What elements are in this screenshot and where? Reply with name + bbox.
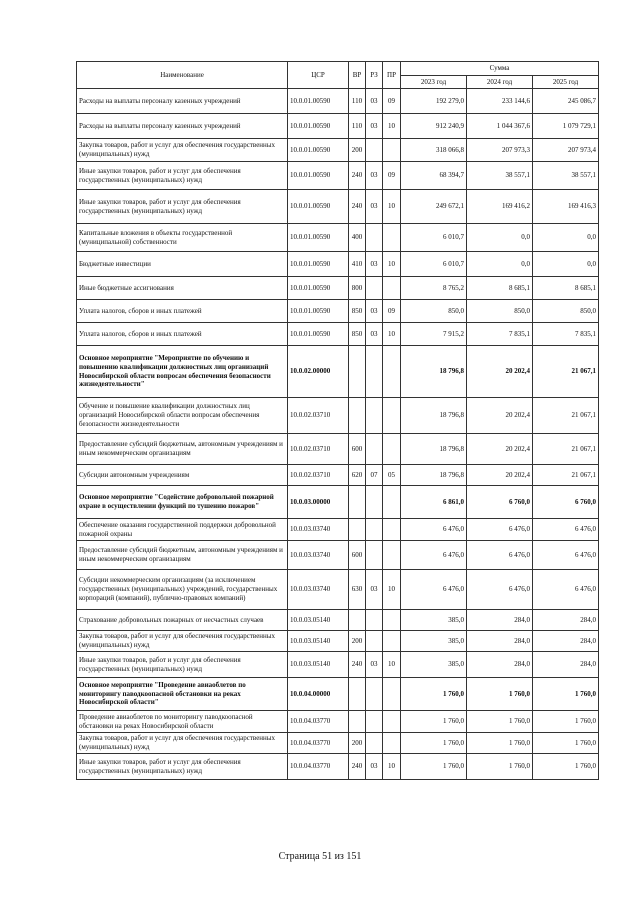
table-row <box>77 754 599 780</box>
row-csr: 10.0.02.03710 <box>288 398 349 434</box>
row-name: Иные закупки товаров, работ и услуг для обеспечения государственных (муниципальных) нужд <box>77 754 288 780</box>
table-row <box>77 89 599 114</box>
row-pr: 10 <box>383 190 401 224</box>
row-vr: 240 <box>349 162 366 190</box>
row-csr: 10.0.01.00590 <box>288 89 349 114</box>
row-sum-2025: 1 760,0 <box>533 711 599 733</box>
row-sum-2025: 1 760,0 <box>533 733 599 754</box>
row-csr: 10.0.01.00590 <box>288 300 349 323</box>
row-rz <box>366 346 383 398</box>
row-sum-2024: 284,0 <box>467 652 533 678</box>
row-name: Иные закупки товаров, работ и услуг для обеспечения государственных (муниципальных) нужд <box>77 162 288 190</box>
row-pr <box>383 733 401 754</box>
row-name: Иные закупки товаров, работ и услуг для обеспечения государственных (муниципальных) нужд <box>77 190 288 224</box>
row-sum-2023: 18 796,8 <box>401 346 467 398</box>
row-sum-2023: 850,0 <box>401 300 467 323</box>
row-rz: 03 <box>366 190 383 224</box>
header-pr: ПР <box>383 62 401 89</box>
table-row <box>77 631 599 652</box>
table-row <box>77 346 599 398</box>
row-rz <box>366 733 383 754</box>
row-sum-2025: 21 067,1 <box>533 465 599 486</box>
row-rz: 03 <box>366 89 383 114</box>
row-sum-2023: 7 915,2 <box>401 323 467 346</box>
row-csr: 10.0.01.00590 <box>288 224 349 252</box>
row-vr <box>349 610 366 631</box>
row-sum-2024: 6 760,0 <box>467 486 533 519</box>
row-vr: 630 <box>349 570 366 610</box>
row-sum-2025: 284,0 <box>533 610 599 631</box>
row-vr <box>349 678 366 711</box>
row-sum-2023: 249 672,1 <box>401 190 467 224</box>
row-vr: 110 <box>349 89 366 114</box>
row-csr: 10.0.03.05140 <box>288 652 349 678</box>
header-rz: РЗ <box>366 62 383 89</box>
row-name: Обучение и повышение квалификации должностных лиц организаций Новосибирской области вопросам обеспечения безопасности жизнедеятельности <box>77 398 288 434</box>
row-pr <box>383 678 401 711</box>
row-pr: 10 <box>383 570 401 610</box>
row-rz <box>366 277 383 300</box>
row-rz <box>366 486 383 519</box>
row-sum-2023: 1 760,0 <box>401 754 467 780</box>
row-sum-2025: 284,0 <box>533 631 599 652</box>
row-csr: 10.0.04.00000 <box>288 678 349 711</box>
row-sum-2023: 385,0 <box>401 652 467 678</box>
row-name: Предоставление субсидий бюджетным, автономным учреждениям и иным некоммерческим организациям <box>77 434 288 465</box>
row-csr: 10.0.01.00590 <box>288 190 349 224</box>
table-row <box>77 486 599 519</box>
row-rz: 03 <box>366 162 383 190</box>
table-row <box>77 114 599 139</box>
row-pr: 10 <box>383 114 401 139</box>
row-vr: 240 <box>349 652 366 678</box>
row-sum-2024: 6 476,0 <box>467 519 533 541</box>
row-sum-2025: 6 476,0 <box>533 519 599 541</box>
row-rz <box>366 519 383 541</box>
row-csr: 10.0.03.03740 <box>288 519 349 541</box>
row-name: Закупка товаров, работ и услуг для обеспечения государственных (муниципальных) нужд <box>77 733 288 754</box>
row-rz: 07 <box>366 465 383 486</box>
row-sum-2025: 0,0 <box>533 252 599 277</box>
row-sum-2024: 233 144,6 <box>467 89 533 114</box>
row-vr <box>349 486 366 519</box>
table-row <box>77 570 599 610</box>
row-csr: 10.0.01.00590 <box>288 162 349 190</box>
row-name: Иные закупки товаров, работ и услуг для обеспечения государственных (муниципальных) нужд <box>77 652 288 678</box>
row-name: Основное мероприятие "Проведение авиаоблетов по мониторингу паводкоопасной обстановки на реках Новосибирской области" <box>77 678 288 711</box>
row-rz <box>366 224 383 252</box>
header-year-2025: 2025 год <box>533 76 599 89</box>
row-csr: 10.0.03.05140 <box>288 631 349 652</box>
row-sum-2024: 207 973,3 <box>467 139 533 162</box>
table-row <box>77 541 599 570</box>
row-sum-2024: 20 202,4 <box>467 465 533 486</box>
row-name: Основное мероприятие "Мероприятие по обучению и повышению квалификации должностных лиц организаций Новосибирской области вопросам обеспечения безопасности жизнедеятельности" <box>77 346 288 398</box>
row-pr <box>383 434 401 465</box>
row-sum-2023: 912 240,9 <box>401 114 467 139</box>
row-rz: 03 <box>366 570 383 610</box>
table-row <box>77 224 599 252</box>
row-sum-2025: 245 086,7 <box>533 89 599 114</box>
row-sum-2025: 38 557,1 <box>533 162 599 190</box>
table-row <box>77 139 599 162</box>
row-pr <box>383 486 401 519</box>
row-sum-2024: 6 476,0 <box>467 541 533 570</box>
header-csr: ЦСР <box>288 62 349 89</box>
row-sum-2023: 1 760,0 <box>401 733 467 754</box>
row-csr: 10.0.03.05140 <box>288 610 349 631</box>
row-sum-2024: 20 202,4 <box>467 346 533 398</box>
table-row <box>77 252 599 277</box>
budget-table <box>76 61 599 780</box>
table-row <box>77 300 599 323</box>
row-name: Капитальные вложения в объекты государственной (муниципальной) собственности <box>77 224 288 252</box>
table-row <box>77 398 599 434</box>
row-sum-2024: 20 202,4 <box>467 434 533 465</box>
row-name: Субсидии некоммерческим организациям (за исключением государственных (муниципальных) учреждений, государственных корпораций (компаний), публично-правовых компаний) <box>77 570 288 610</box>
row-sum-2023: 6 861,0 <box>401 486 467 519</box>
row-sum-2023: 6 476,0 <box>401 519 467 541</box>
row-sum-2023: 68 394,7 <box>401 162 467 190</box>
row-pr: 10 <box>383 323 401 346</box>
row-sum-2023: 6 010,7 <box>401 224 467 252</box>
table-row <box>77 323 599 346</box>
row-sum-2023: 385,0 <box>401 631 467 652</box>
row-sum-2025: 0,0 <box>533 224 599 252</box>
row-sum-2024: 8 685,1 <box>467 277 533 300</box>
row-sum-2025: 1 079 729,1 <box>533 114 599 139</box>
row-name: Бюджетные инвестиции <box>77 252 288 277</box>
row-vr <box>349 346 366 398</box>
row-sum-2025: 7 835,1 <box>533 323 599 346</box>
row-sum-2023: 6 010,7 <box>401 252 467 277</box>
row-sum-2023: 6 476,0 <box>401 570 467 610</box>
row-rz: 03 <box>366 323 383 346</box>
row-pr: 09 <box>383 162 401 190</box>
row-sum-2024: 169 416,2 <box>467 190 533 224</box>
table-row <box>77 277 599 300</box>
row-pr <box>383 711 401 733</box>
row-pr: 09 <box>383 89 401 114</box>
row-sum-2025: 6 760,0 <box>533 486 599 519</box>
row-rz <box>366 434 383 465</box>
row-pr <box>383 610 401 631</box>
row-sum-2025: 1 760,0 <box>533 754 599 780</box>
row-sum-2024: 1 760,0 <box>467 711 533 733</box>
header-name: Наименование <box>77 62 288 89</box>
row-csr: 10.0.01.00590 <box>288 252 349 277</box>
row-sum-2024: 0,0 <box>467 224 533 252</box>
row-vr: 200 <box>349 139 366 162</box>
row-sum-2023: 6 476,0 <box>401 541 467 570</box>
row-sum-2023: 18 796,8 <box>401 434 467 465</box>
row-csr: 10.0.01.00590 <box>288 277 349 300</box>
row-rz <box>366 139 383 162</box>
row-csr: 10.0.04.03770 <box>288 754 349 780</box>
row-pr: 10 <box>383 754 401 780</box>
row-vr: 240 <box>349 190 366 224</box>
row-sum-2024: 284,0 <box>467 631 533 652</box>
row-pr <box>383 631 401 652</box>
row-name: Проведение авиаоблетов по мониторингу паводкоопасной обстановки на реках Новосибирской области <box>77 711 288 733</box>
row-vr: 850 <box>349 300 366 323</box>
row-sum-2023: 1 760,0 <box>401 711 467 733</box>
row-pr: 09 <box>383 300 401 323</box>
row-name: Уплата налогов, сборов и иных платежей <box>77 323 288 346</box>
row-name: Закупка товаров, работ и услуг для обеспечения государственных (муниципальных) нужд <box>77 631 288 652</box>
row-csr: 10.0.04.03770 <box>288 733 349 754</box>
row-sum-2025: 8 685,1 <box>533 277 599 300</box>
row-rz <box>366 610 383 631</box>
row-sum-2024: 1 760,0 <box>467 754 533 780</box>
row-sum-2024: 1 044 367,6 <box>467 114 533 139</box>
table-row <box>77 610 599 631</box>
row-name: Страхование добровольных пожарных от несчастных случаев <box>77 610 288 631</box>
row-name: Основное мероприятие "Содействие добровольной пожарной охране в осуществлении функций по тушению пожаров" <box>77 486 288 519</box>
header-sum: Сумма <box>401 62 599 76</box>
page-number: Страница 51 из 151 <box>278 851 362 862</box>
row-sum-2025: 6 476,0 <box>533 570 599 610</box>
row-csr: 10.0.02.03710 <box>288 465 349 486</box>
table-row <box>77 465 599 486</box>
row-rz: 03 <box>366 252 383 277</box>
row-vr: 110 <box>349 114 366 139</box>
table-row <box>77 162 599 190</box>
row-name: Иные бюджетные ассигнования <box>77 277 288 300</box>
row-sum-2025: 21 067,1 <box>533 346 599 398</box>
row-sum-2025: 21 067,1 <box>533 434 599 465</box>
row-sum-2024: 0,0 <box>467 252 533 277</box>
row-pr <box>383 398 401 434</box>
row-pr <box>383 139 401 162</box>
row-name: Субсидии автономным учреждениям <box>77 465 288 486</box>
row-sum-2024: 850,0 <box>467 300 533 323</box>
row-vr: 200 <box>349 733 366 754</box>
row-csr: 10.0.02.00000 <box>288 346 349 398</box>
row-pr: 10 <box>383 652 401 678</box>
row-csr: 10.0.01.00590 <box>288 323 349 346</box>
row-rz <box>366 711 383 733</box>
row-vr: 600 <box>349 434 366 465</box>
table-row <box>77 678 599 711</box>
row-csr: 10.0.02.03710 <box>288 434 349 465</box>
row-vr: 800 <box>349 277 366 300</box>
row-vr: 620 <box>349 465 366 486</box>
row-sum-2024: 38 557,1 <box>467 162 533 190</box>
row-pr <box>383 346 401 398</box>
row-rz: 03 <box>366 114 383 139</box>
row-name: Расходы на выплаты персоналу казенных учреждений <box>77 89 288 114</box>
table-row <box>77 519 599 541</box>
table-row <box>77 652 599 678</box>
row-csr: 10.0.03.03740 <box>288 570 349 610</box>
row-pr <box>383 519 401 541</box>
row-name: Уплата налогов, сборов и иных платежей <box>77 300 288 323</box>
row-sum-2024: 284,0 <box>467 610 533 631</box>
header-year-2024: 2024 год <box>467 76 533 89</box>
row-vr: 850 <box>349 323 366 346</box>
row-sum-2024: 20 202,4 <box>467 398 533 434</box>
row-sum-2023: 318 066,8 <box>401 139 467 162</box>
table-row <box>77 190 599 224</box>
row-sum-2023: 18 796,8 <box>401 465 467 486</box>
header-year-2023: 2023 год <box>401 76 467 89</box>
row-rz <box>366 631 383 652</box>
row-sum-2025: 850,0 <box>533 300 599 323</box>
row-vr: 400 <box>349 224 366 252</box>
row-pr <box>383 541 401 570</box>
row-csr: 10.0.01.00590 <box>288 139 349 162</box>
row-sum-2024: 7 835,1 <box>467 323 533 346</box>
row-csr: 10.0.03.00000 <box>288 486 349 519</box>
row-pr <box>383 224 401 252</box>
row-rz: 03 <box>366 300 383 323</box>
row-sum-2025: 21 067,1 <box>533 398 599 434</box>
row-vr: 410 <box>349 252 366 277</box>
row-vr <box>349 711 366 733</box>
row-sum-2023: 18 796,8 <box>401 398 467 434</box>
row-vr: 600 <box>349 541 366 570</box>
row-name: Закупка товаров, работ и услуг для обеспечения государственных (муниципальных) нужд <box>77 139 288 162</box>
row-sum-2025: 6 476,0 <box>533 541 599 570</box>
row-pr: 05 <box>383 465 401 486</box>
row-sum-2023: 192 279,0 <box>401 89 467 114</box>
row-sum-2024: 1 760,0 <box>467 678 533 711</box>
table-row <box>77 733 599 754</box>
table-row <box>77 711 599 733</box>
row-csr: 10.0.01.00590 <box>288 114 349 139</box>
row-rz: 03 <box>366 652 383 678</box>
row-sum-2023: 385,0 <box>401 610 467 631</box>
row-sum-2023: 1 760,0 <box>401 678 467 711</box>
header-vr: ВР <box>349 62 366 89</box>
row-vr: 240 <box>349 754 366 780</box>
row-pr <box>383 277 401 300</box>
row-name: Предоставление субсидий бюджетным, автономным учреждениям и иным некоммерческим организациям <box>77 541 288 570</box>
table-row <box>77 434 599 465</box>
row-sum-2025: 169 416,3 <box>533 190 599 224</box>
row-sum-2023: 8 765,2 <box>401 277 467 300</box>
row-pr: 10 <box>383 252 401 277</box>
row-sum-2024: 6 476,0 <box>467 570 533 610</box>
table-body <box>77 89 599 780</box>
row-csr: 10.0.03.03740 <box>288 541 349 570</box>
row-sum-2025: 284,0 <box>533 652 599 678</box>
row-vr <box>349 398 366 434</box>
row-vr <box>349 519 366 541</box>
row-name: Обеспечение оказания государственной поддержки добровольной пожарной охраны <box>77 519 288 541</box>
row-vr: 200 <box>349 631 366 652</box>
row-name: Расходы на выплаты персоналу казенных учреждений <box>77 114 288 139</box>
row-csr: 10.0.04.03770 <box>288 711 349 733</box>
row-sum-2024: 1 760,0 <box>467 733 533 754</box>
row-rz <box>366 398 383 434</box>
row-rz <box>366 541 383 570</box>
row-rz: 03 <box>366 754 383 780</box>
row-sum-2025: 207 973,4 <box>533 139 599 162</box>
row-rz <box>366 678 383 711</box>
row-sum-2025: 1 760,0 <box>533 678 599 711</box>
